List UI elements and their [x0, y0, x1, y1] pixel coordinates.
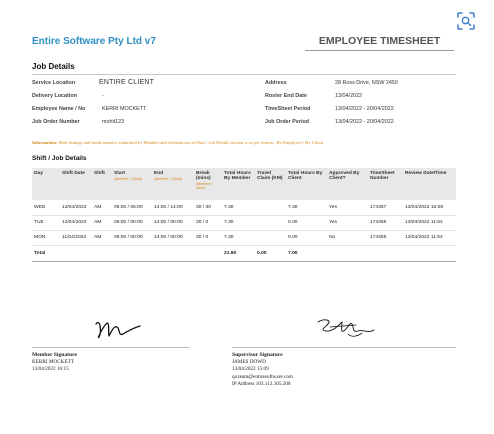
- header-sub: (Member / client): [196, 182, 213, 190]
- header-sub: (Member / Client): [114, 177, 142, 181]
- total-travel: 0.00: [255, 245, 286, 261]
- detail-label: Employee Name / No: [32, 106, 86, 112]
- detail-value: 13/04/2022 - 20/04/2022: [335, 119, 394, 125]
- cell-approved: Yes: [327, 215, 368, 230]
- cell-timesheet-number: 174356: [368, 215, 403, 230]
- supervisor-signature-title: Supervisor Signature: [232, 352, 283, 358]
- cell-date: 13/04/2022: [60, 200, 92, 215]
- total-empty: [403, 245, 456, 261]
- cell-total-member: 7.30: [222, 200, 255, 215]
- supervisor-signature-ip: IP Address 103.113.105.208: [232, 380, 291, 387]
- col-header-break: [194, 168, 222, 200]
- total-empty: [327, 245, 368, 261]
- table-header-row: [32, 168, 456, 200]
- cell-timesheet-number: 174357: [368, 200, 403, 215]
- supervisor-signature-image: [312, 314, 382, 342]
- cell-break: 30 / 0: [194, 215, 222, 230]
- cell-travel: [255, 200, 286, 215]
- member-signature-name: KERRI MOCKETT: [32, 359, 74, 366]
- cell-review: 13/04/2022 11:54: [403, 215, 456, 230]
- cell-total-member: 7.30: [222, 215, 255, 230]
- member-signature-block: [32, 352, 77, 374]
- cell-total-client: 0.00: [286, 230, 327, 245]
- detail-value: mohit123: [102, 119, 125, 125]
- supervisor-signature-name: JAMES DOWD: [232, 359, 266, 366]
- detail-label: Job Order Period: [265, 119, 310, 125]
- col-header-travel: Travel Claim (KM): [255, 168, 286, 200]
- cell-shift: AM: [92, 230, 112, 245]
- supervisor-signature-datetime: 13/04/2022 15:09: [232, 366, 269, 373]
- company-name: Entire Software Pty Ltd v7: [32, 36, 156, 47]
- detail-label: Delivery Location: [32, 93, 77, 99]
- cell-break: 30 / 0: [194, 230, 222, 245]
- shift-details-heading: Shift / Job Details: [32, 155, 87, 162]
- total-member: 21.90: [222, 245, 255, 261]
- col-header-day: Day: [32, 168, 60, 200]
- member-signature-title: Member Signature: [32, 352, 78, 358]
- detail-value: 13/04/2022 - 20/04/2022: [335, 106, 394, 112]
- member-signature-line: [32, 347, 190, 348]
- cell-approved: Yes: [327, 200, 368, 215]
- detail-value: KERRI MOCKETT: [102, 106, 147, 112]
- detail-label: TimeSheet Period: [265, 106, 311, 112]
- cell-day: TUE: [32, 215, 60, 230]
- table-total-row: [32, 245, 456, 261]
- detail-label: Job Order Number: [32, 119, 80, 125]
- cell-total-client: 7.30: [286, 200, 327, 215]
- cell-end: 14:00 / 00:00: [152, 215, 194, 230]
- cell-total-member: 7.30: [222, 230, 255, 245]
- shift-table: [32, 168, 456, 262]
- job-details-heading: Job Details: [32, 62, 75, 71]
- cell-break: 30 / 30: [194, 200, 222, 215]
- detail-value: -: [102, 93, 104, 99]
- table-row: [32, 230, 456, 245]
- detail-value: ENTIRE CLIENT: [99, 79, 155, 86]
- header-label: End: [154, 171, 164, 176]
- cell-travel: [255, 215, 286, 230]
- col-header-approved: Approved By Client?: [327, 168, 368, 200]
- table-row: [32, 215, 456, 230]
- member-signature-datetime: 13/04/2022 16:15: [32, 366, 69, 373]
- cell-day: MON: [32, 230, 60, 245]
- col-header-shift: Shift: [92, 168, 112, 200]
- col-header-start: [112, 168, 152, 200]
- detail-label: Address: [265, 80, 287, 86]
- cell-end: 14:00 / 00:00: [152, 230, 194, 245]
- information-prefix: Information:: [32, 140, 58, 145]
- col-header-total-member: Total Hours By Member: [222, 168, 255, 200]
- cell-review: 13/04/2022 11:54: [403, 230, 456, 245]
- supervisor-signature-email: qa.team@entiresoftware.com: [232, 373, 293, 380]
- total-client: 7.00: [286, 245, 327, 261]
- col-header-total-client: Total Hours By Client: [286, 168, 327, 200]
- cell-day: WED: [32, 200, 60, 215]
- detail-label: Roster End Date: [265, 93, 307, 99]
- cell-total-client: 0.00: [286, 215, 327, 230]
- total-label: Total: [32, 245, 222, 261]
- cell-start: 06:00 / 00:00: [112, 230, 152, 245]
- detail-value: 28 Ross Drive, NSW 2450: [335, 80, 398, 86]
- cell-start: 06:00 / 00:00: [112, 215, 152, 230]
- col-header-shift-date: Shift Date: [60, 168, 92, 200]
- supervisor-signature-line: [232, 347, 456, 348]
- supervisor-signature-block: [232, 352, 293, 388]
- cell-start: 06:00 / 06:00: [112, 200, 152, 215]
- col-header-review: Review Date/Time: [403, 168, 456, 200]
- cell-review: 13/04/2022 15:08: [403, 200, 456, 215]
- col-header-end: [152, 168, 194, 200]
- member-signature-image: [88, 312, 148, 342]
- header-sub: (Member / Client): [154, 177, 182, 181]
- cell-approved: No: [327, 230, 368, 245]
- cell-date: 12/04/2022: [60, 215, 92, 230]
- divider: [32, 74, 456, 75]
- total-empty: [368, 245, 403, 261]
- information-text: Shift timings and break minutes submitted by Member and clientshown in Shift / Job Details section is as per format : By Employee / By Client: [58, 140, 323, 145]
- col-header-timesheet-number: TimeSheet Number: [368, 168, 403, 200]
- scan-icon[interactable]: [456, 11, 476, 31]
- detail-value: 13/04/2022: [335, 93, 362, 99]
- table-row: [32, 200, 456, 215]
- header-label: Start: [114, 171, 126, 176]
- cell-shift: AM: [92, 200, 112, 215]
- cell-end: 14:00 / 14:00: [152, 200, 194, 215]
- document-title: EMPLOYEE TIMESHEET: [305, 35, 454, 51]
- detail-label: Service Location: [32, 80, 76, 86]
- cell-shift: AM: [92, 215, 112, 230]
- cell-timesheet-number: 174355: [368, 230, 403, 245]
- header-label: Break (mins): [196, 171, 211, 181]
- information-note: [32, 140, 462, 145]
- cell-travel: [255, 230, 286, 245]
- cell-date: 11/04/2022: [60, 230, 92, 245]
